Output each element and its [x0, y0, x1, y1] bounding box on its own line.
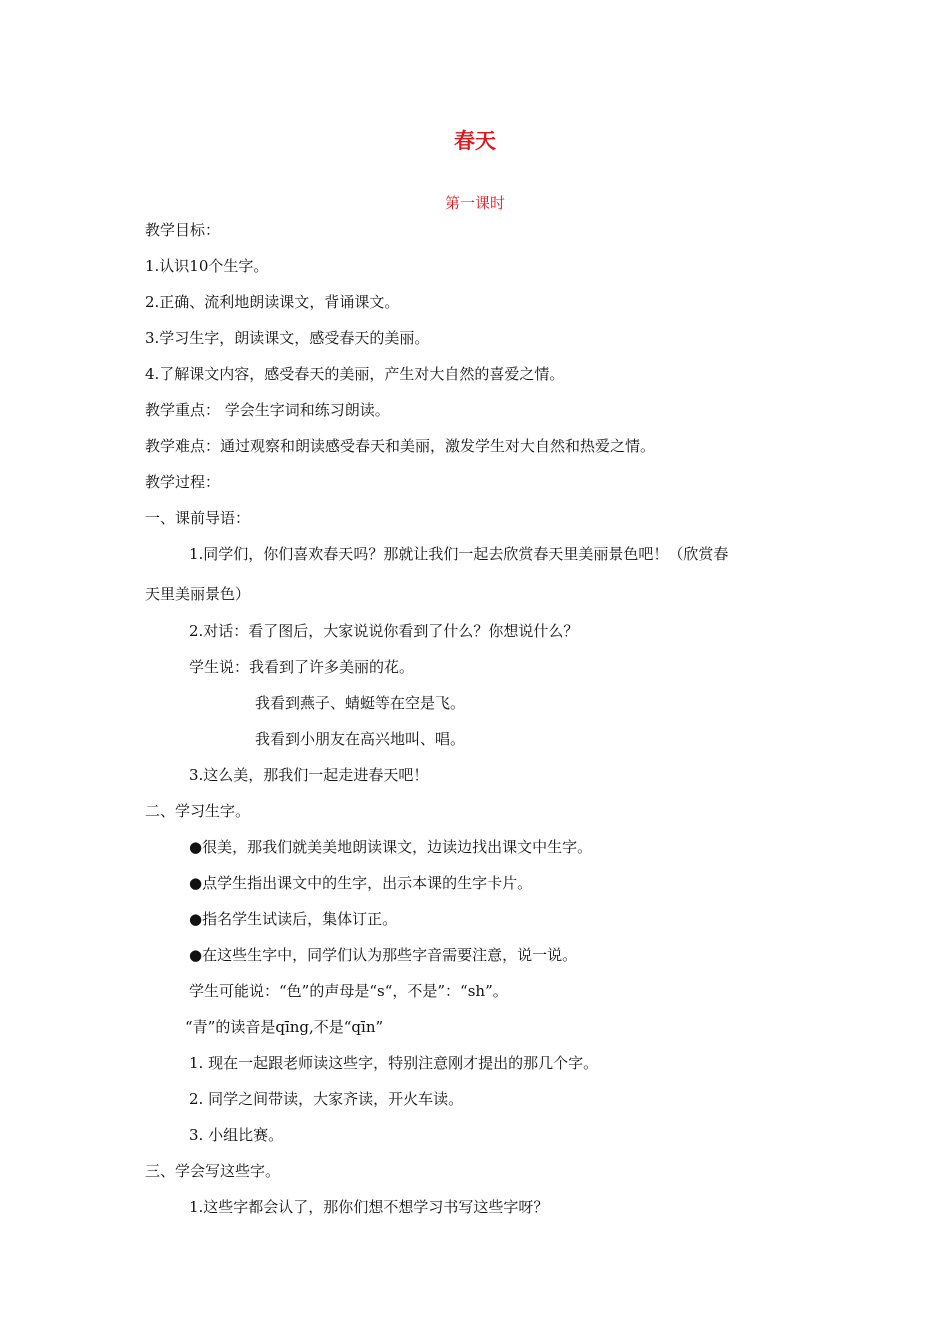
paragraph-line: 学生可能说：“色”的声母是“s“，不是”：“sh”。 [189, 982, 508, 1000]
objective-item: 4.了解课文内容，感受春天的美丽，产生对大自然的喜爱之情。 [145, 365, 565, 383]
section-heading: 二、学习生字。 [145, 802, 251, 820]
bullet-item: ●很美，那我们就美美地朗读课文，边读边找出课文中生字。 [189, 838, 593, 856]
document-title: 春天 [454, 128, 496, 153]
key-point: 教学重点： 学会生字词和练习朗读。 [145, 401, 390, 419]
numbered-item: 1. 现在一起跟老师读这些字，特别注意刚才提出的那几个字。 [189, 1054, 599, 1072]
section-heading: 三、学会写这些字。 [145, 1162, 281, 1180]
paragraph-line: 我看到小朋友在高兴地叫、唱。 [255, 730, 466, 748]
objective-item: 2.正确、流利地朗读课文，背诵课文。 [145, 293, 400, 311]
paragraph-line: 我看到燕子、蜻蜓等在空是飞。 [255, 694, 466, 712]
objective-item: 3.学习生字，朗读课文，感受春天的美丽。 [145, 329, 430, 347]
paragraph-line: 3.这么美，那我们一起走进春天吧！ [189, 766, 429, 784]
heading-process: 教学过程： [145, 473, 221, 491]
paragraph-line: 1.这些字都会认了，那你们想不想学习书写这些字呀？ [189, 1198, 549, 1216]
heading-objectives: 教学目标： [145, 221, 221, 239]
paragraph-line: “青”的读音是qīng,不是“qīn” [185, 1018, 384, 1036]
paragraph-line: 1.同学们，你们喜欢春天吗？那就让我们一起去欣赏春天里美丽景色吧！（欣赏春 [189, 545, 729, 563]
lesson-subtitle: 第一课时 [444, 194, 505, 212]
difficult-point: 教学难点：通过观察和朗读感受春天和美丽，激发学生对大自然和热爱之情。 [145, 437, 656, 455]
paragraph-line: 2.对话：看了图后，大家说说你看到了什么？你想说什么？ [189, 622, 579, 640]
paragraph-line: 天里美丽景色） [145, 585, 251, 603]
numbered-item: 2. 同学之间带读，大家齐读，开火车读。 [189, 1090, 464, 1108]
bullet-item: ●在这些生字中，同学们认为那些字音需要注意，说一说。 [189, 946, 578, 964]
objective-item: 1.认识10个生字。 [145, 257, 269, 275]
bullet-item: ●点学生指出课文中的生字，出示本课的生字卡片。 [189, 874, 533, 892]
bullet-item: ●指名学生试读后，集体订正。 [189, 910, 398, 928]
numbered-item: 3. 小组比赛。 [189, 1126, 284, 1144]
paragraph-line: 学生说：我看到了许多美丽的花。 [189, 658, 415, 676]
section-heading: 一、课前导语： [145, 509, 251, 527]
